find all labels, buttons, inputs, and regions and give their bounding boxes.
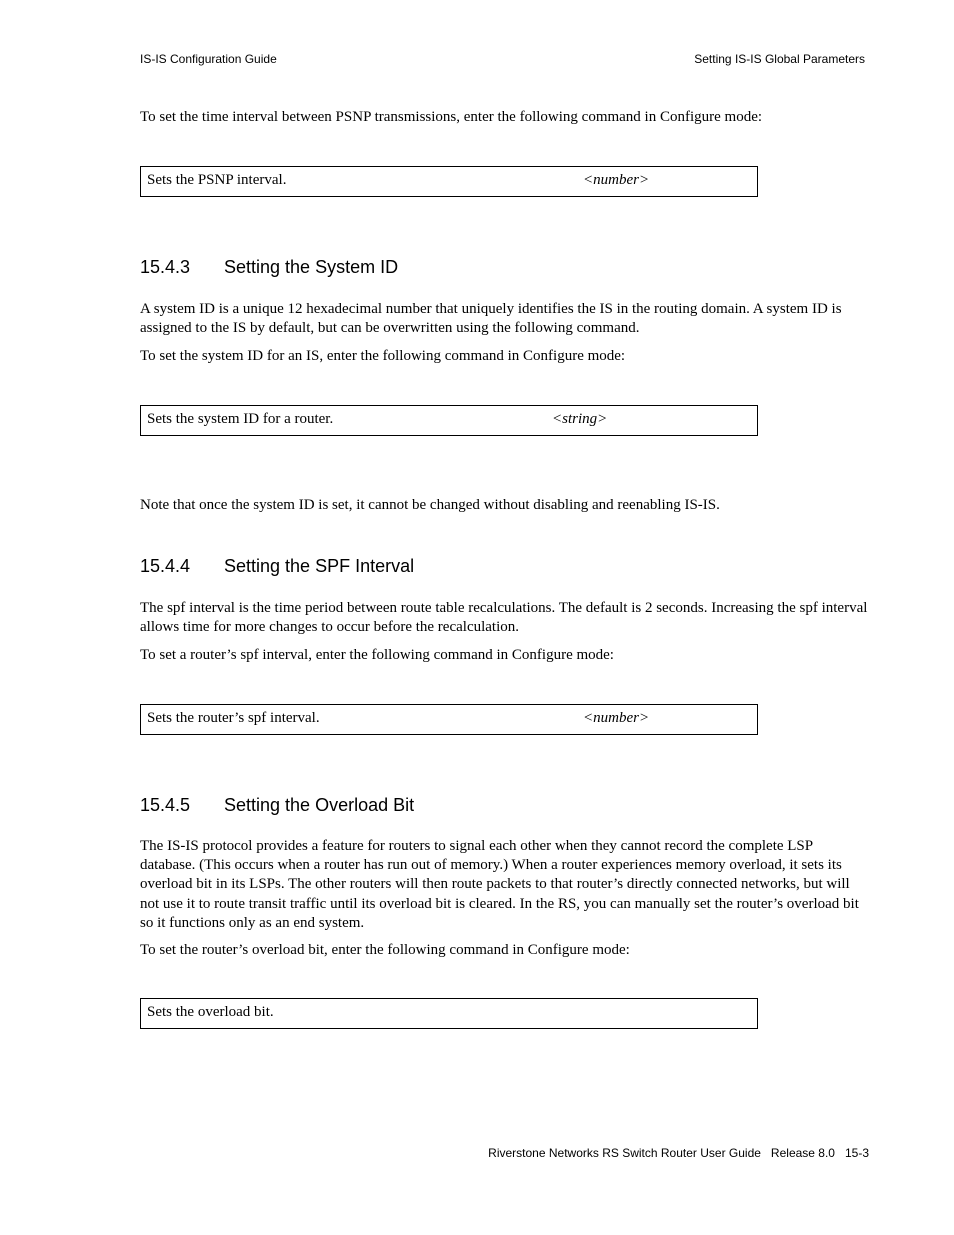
overload-bit-instruction: To set the router’s overload bit, enter the following command in Configure mode: — [140, 942, 630, 958]
command-description: Sets the PSNP interval. — [147, 172, 287, 188]
section-heading-15-4-3 — [140, 257, 398, 278]
section-heading-15-4-4 — [140, 556, 414, 577]
overload-bit-command-box — [140, 998, 758, 1029]
system-id-paragraph: A system ID is a unique 12 hexadecimal number that uniquely identifies the IS in the routing domain. A system ID is assigned to the IS by default, but can be overwritten using the following command. — [140, 301, 842, 337]
command-argument: <number> — [583, 710, 650, 726]
page-footer — [488, 1146, 869, 1160]
spf-interval-instruction: To set a router’s spf interval, enter the following command in Configure mode: — [140, 647, 614, 663]
system-id-note: Note that once the system ID is set, it cannot be changed without disabling and reenabling IS-IS. — [140, 497, 720, 513]
psnp-intro-paragraph: To set the time interval between PSNP transmissions, enter the following command in Configure mode: — [140, 109, 763, 125]
psnp-command-box — [140, 166, 758, 197]
command-argument: <string> — [552, 411, 608, 427]
section-title: Setting the SPF Interval — [224, 556, 415, 576]
command-description: Sets the router’s spf interval. — [147, 710, 320, 726]
running-header-left: IS-IS Configuration Guide — [140, 52, 277, 66]
section-heading-15-4-5 — [140, 795, 414, 816]
command-description: Sets the system ID for a router. — [147, 411, 334, 427]
spf-interval-paragraph: The spf interval is the time period between route table recalculations. The default is 2 seconds. Increasing the spf interval allows time for more changes to occur before the recalculation. — [140, 600, 868, 636]
section-number: 15.4.5 — [140, 795, 191, 815]
section-title: Setting the Overload Bit — [224, 795, 415, 815]
footer-text: Riverstone Networks RS Switch Router User Guide Release 8.0 15-3 — [488, 1146, 869, 1160]
command-description: Sets the overload bit. — [147, 1004, 274, 1020]
system-id-command-box — [140, 405, 758, 436]
system-id-instruction: To set the system ID for an IS, enter the following command in Configure mode: — [140, 348, 626, 364]
section-title: Setting the System ID — [224, 257, 399, 277]
overload-bit-paragraph: The IS-IS protocol provides a feature for routers to signal each other when they cannot record the complete LSP database. (This occurs when a router has run out of memory.) When a router experiences memory overload, it sets its overload bit in its LSPs. The other routers will then route packets to that router’s directly connected networks, but will not use it to route transit traffic until its overload bit is cleared. In the RS, you can manually set the router’s overload bit so it functions only as an end system. — [140, 838, 859, 931]
command-argument: <number> — [583, 172, 650, 188]
spf-interval-command-box — [140, 704, 758, 735]
section-number: 15.4.4 — [140, 556, 191, 576]
running-header-right: Setting IS-IS Global Parameters — [694, 52, 865, 66]
section-number: 15.4.3 — [140, 257, 191, 277]
